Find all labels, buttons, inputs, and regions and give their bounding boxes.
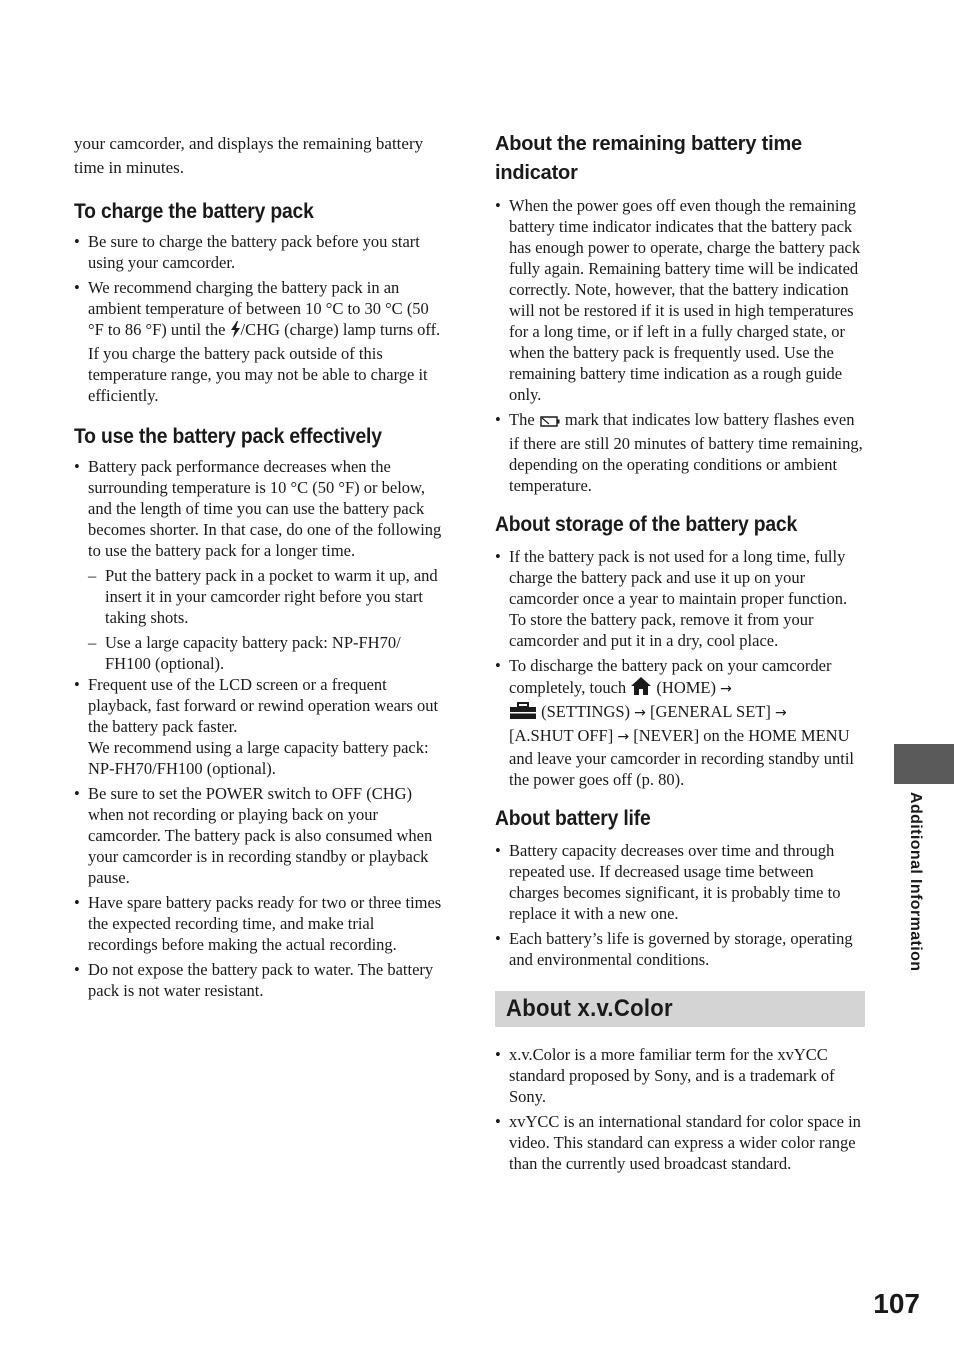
effective-heading: To use the battery pack effectively [74,425,382,448]
life-heading: About battery life [495,807,651,830]
xvcolor-list [495,1044,865,1174]
xvcolor-heading: About x.v.Color [506,995,673,1022]
section-side-label: Additional Information [907,792,924,972]
list-item: • We recommend charging the battery pack in an ambient temperature of between 10 °C to 30 °C (50 °F to 86 °F) until the /CHG (charge) lamp turns off. If you charge the battery pack outside of this temperature range, you may not be able to charge it efficiently. [74,277,444,406]
list-item: • Battery pack performance decreases when the surrounding temperature is 10 °C (50 °F) or below, and the length of time you can use the battery pack becomes shorter. In that case, do one of the following to use the battery pack for a longer time. – Put the battery pack in a pocket to warm it up, and insert it in your camcorder right before you start taking shots. – Use a large capacity battery pack: NP-FH70/ FH100 (optional). [74,456,444,674]
remaining-heading: About the remaining battery time indicator [495,133,802,184]
list-item: – Put the battery pack in a pocket to warm it up, and insert it in your camcorder right before you start taking shots. [88,565,444,628]
remaining-list [495,195,865,496]
list-item: • If the battery pack is not used for a long time, fully charge the battery pack and use it up on your camcorder once a year to maintain proper function. To store the battery pack, remove it from your camcorder and put it in a dry, cool place. [495,546,865,651]
charge-list [74,231,444,406]
list-item: • When the power goes off even though the remaining battery time indicator indicates that the battery pack has enough power to operate, charge the battery pack fully again. Remaining battery time will be indicated correctly. Note, however, that the battery indication will not be restored if it is used in high temperatures for a long time, or if left in a fully charged state, or when the battery pack is frequently used. Use the remaining battery time indication as a rough guide only. [495,195,865,405]
charge-heading: To charge the battery pack [74,200,314,223]
storage-heading: About storage of the battery pack [495,513,798,536]
page-number: 107 [873,1288,920,1319]
list-item: – Use a large capacity battery pack: NP-FH70/ FH100 (optional). [88,632,444,674]
list-item: • Do not expose the battery pack to water. The battery pack is not water resistant. [74,959,444,1001]
left-column [74,0,444,1005]
section-tab [894,744,954,784]
low-battery-icon [539,412,561,433]
effective-list [74,456,444,1001]
list-item: • Battery capacity decreases over time and through repeated use. If decreased usage time between charges becomes significant, it is probably time to replace it with a new one. [495,840,865,924]
list-item: • xvYCC is an international standard for color space in video. This standard can express a wider color range than the currently used broadcast standard. [495,1111,865,1174]
arrow-icon: → [774,705,787,721]
list-item: • To discharge the battery pack on your camcorder completely, touch (HOME) → (SETTINGS) → [GENERAL SET] → [A.SHUT OFF] → [NEVER] on the HOME MENU and leave your camcorder in recording standby until the power goes off (p. 80). [495,655,865,790]
list-item: • Be sure to charge the battery pack before you start using your camcorder. [74,231,444,273]
list-item: • Each battery’s life is governed by storage, operating and environmental conditions. [495,928,865,970]
charge-lamp-icon [230,321,241,343]
intro-text: your camcorder, and displays the remaining battery time in minutes. [74,134,424,177]
arrow-icon: → [617,729,630,745]
right-column [495,0,865,1178]
list-item: • Have spare battery packs ready for two or three times the expected recording time, and make trial recordings before making the actual recording. [74,892,444,955]
settings-toolbox-icon [509,702,537,725]
list-item: • Be sure to set the POWER switch to OFF (CHG) when not recording or playing back on your camcorder. The battery pack is also consumed when your camcorder is in recording standby or playback pause. [74,783,444,888]
list-item: • x.v.Color is a more familiar term for the xvYCC standard proposed by Sony, and is a trademark of Sony. [495,1044,865,1107]
life-list [495,840,865,970]
sub-list [88,565,444,674]
arrow-icon: → [720,681,732,697]
list-item: • Frequent use of the LCD screen or a frequent playback, fast forward or rewind operation wears out the battery pack faster. We recommend using a large capacity battery pack: NP-FH70/FH100 (optional). [74,674,444,779]
xvcolor-section-band [495,991,865,1027]
home-icon [630,676,652,701]
list-item: • The mark that indicates low battery flashes even if there are still 20 minutes of battery time remaining, depending on the operating conditions or ambient temperature. [495,409,865,496]
arrow-icon: → [634,705,646,721]
storage-list [495,546,865,790]
